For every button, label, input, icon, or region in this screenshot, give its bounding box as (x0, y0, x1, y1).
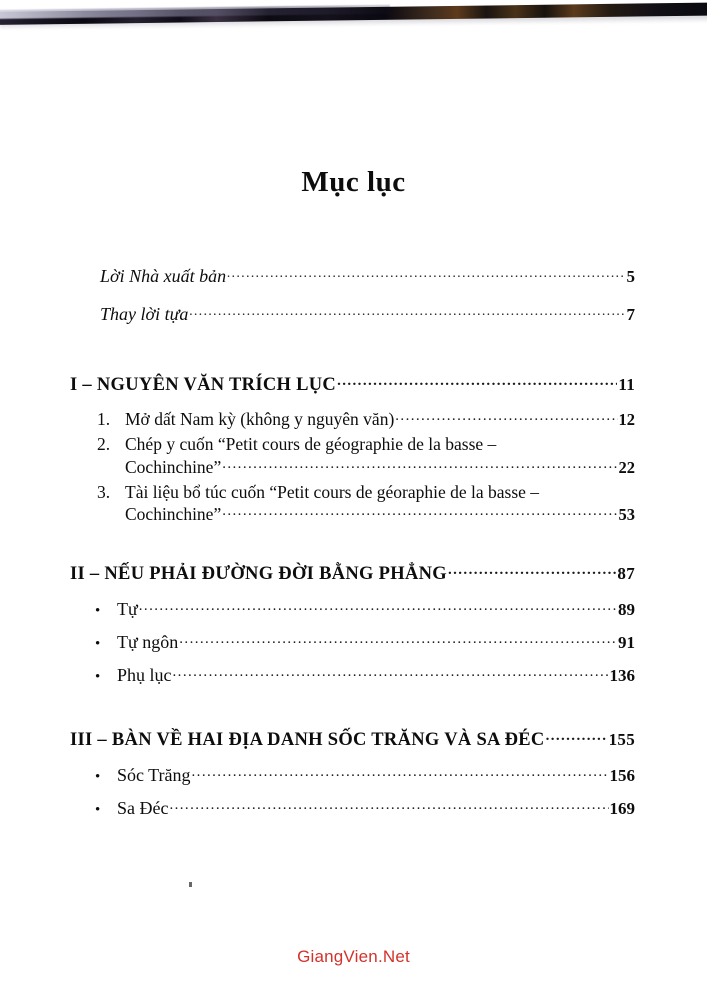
toc-subitem-line (125, 503, 635, 526)
toc-subitem-page-number: 53 (618, 505, 635, 524)
toc-subitem-label: Tự ngôn (117, 631, 179, 652)
leader-dots (227, 264, 625, 282)
section-spacer (70, 751, 635, 763)
leader-dots (192, 763, 609, 781)
toc-entry-label: Lời Nhà xuất bản (100, 266, 227, 286)
scan-edge-artifact (0, 0, 707, 34)
toc-entry-page-number: 5 (626, 267, 635, 286)
leader-dots (222, 455, 617, 473)
leader-dots (179, 630, 617, 648)
scan-edge-shadow (0, 14, 707, 30)
toc-chapter-page-number: 11 (618, 374, 635, 394)
toc-chapter-heading-1[interactable] (70, 371, 635, 396)
leader-dots (173, 663, 609, 681)
toc-subitem-2-2[interactable] (95, 630, 635, 653)
toc-subitem-line (125, 482, 635, 503)
toc-subitem-label: Mở dất Nam kỳ (không y nguyên văn) (125, 409, 395, 429)
toc-subitem-line (125, 434, 635, 455)
bullet-icon: • (95, 635, 101, 652)
toc-chapter-label: I – NGUYÊN VĂN TRÍCH LỤC (70, 374, 337, 395)
toc-subitem-body (125, 482, 635, 526)
leader-dots (395, 408, 617, 426)
toc-subitem-line (125, 455, 635, 478)
toc-subitem-label-cont: Cochinchine” (125, 504, 222, 524)
toc-subitem-label: Phụ lục (117, 664, 172, 685)
toc-subitem-line (125, 408, 635, 431)
leader-dots (189, 302, 625, 320)
toc-subitem-marker: 1. (97, 409, 111, 429)
toc-subitem-2-1[interactable] (95, 597, 635, 620)
toc-subitem-marker: 2. (97, 434, 111, 454)
section-spacer (70, 529, 635, 560)
leader-dots (337, 371, 617, 390)
section-spacer (70, 396, 635, 408)
toc-chapter-page-number: 155 (608, 730, 635, 749)
toc-subitem-1-2[interactable] (97, 434, 635, 478)
toc-chapter-page-number: 87 (617, 563, 635, 583)
toc-subitem-page-number: 89 (618, 599, 635, 619)
toc-subitem-page-number: 91 (618, 632, 635, 652)
scan-speck-artifact (189, 882, 192, 887)
scan-edge-dark-band (0, 2, 707, 25)
toc-subitem-3-2[interactable] (95, 796, 635, 819)
section-spacer (70, 696, 635, 727)
toc-subitem-body (125, 434, 635, 478)
bullet-icon: • (95, 769, 101, 785)
toc-subitem-label: Sóc Trăng (117, 765, 191, 785)
toc-subitem-label: Tài liệu bổ túc cuốn “Petit cours de géoraphie de la basse – (125, 481, 540, 502)
toc-subitem-page-number: 156 (609, 766, 635, 785)
scan-edge-highlight (0, 5, 390, 19)
toc-chapter-label: III – BÀN VỀ HAI ĐỊA DANH SỐC TRĂNG VÀ SA ĐÉC (70, 730, 545, 750)
toc-subitem-label: Chép y cuốn “Petit cours de géographie de la basse – (125, 434, 497, 454)
toc-subitem-body (125, 408, 635, 431)
toc-subitem-2-3[interactable] (95, 663, 635, 686)
bullet-icon: • (95, 602, 101, 619)
table-of-contents (70, 264, 635, 829)
watermark: GiangVien.Net (297, 947, 410, 966)
bullet-icon: • (95, 802, 101, 818)
toc-subitem-page-number: 12 (618, 410, 635, 429)
toc-subitem-marker: 3. (97, 481, 111, 502)
toc-entry-front-matter[interactable] (100, 302, 635, 325)
leader-dots (448, 560, 616, 579)
toc-subitem-label-cont: Cochinchine” (125, 456, 222, 477)
toc-entry-page-number: 7 (626, 305, 635, 324)
toc-subitem-page-number: 169 (609, 799, 635, 818)
leader-dots (169, 796, 608, 814)
section-spacer (70, 585, 635, 597)
leader-dots (546, 727, 608, 746)
toc-subitem-1-3[interactable] (97, 482, 635, 526)
toc-subitem-label: Tự (117, 598, 138, 619)
toc-subitem-label: Sa Đéc (117, 798, 169, 818)
bullet-icon: • (95, 668, 101, 685)
leader-dots (222, 503, 617, 521)
page-title: Mục lục (301, 166, 406, 198)
leader-dots (139, 597, 617, 615)
toc-subitem-page-number: 136 (609, 665, 635, 685)
toc-entry-label: Thay lời tựa (100, 304, 189, 324)
toc-subitem-page-number: 22 (618, 457, 635, 477)
toc-chapter-heading-2[interactable] (70, 560, 635, 585)
toc-chapter-label: II – NẾU PHẢI ĐƯỜNG ĐỜI BẰNG PHẲNG (70, 563, 447, 584)
toc-subitem-1-1[interactable] (97, 408, 635, 431)
section-spacer (70, 340, 635, 371)
toc-chapter-heading-3[interactable] (70, 727, 635, 752)
toc-entry-front-matter[interactable] (100, 264, 635, 287)
toc-subitem-3-1[interactable] (95, 763, 635, 786)
